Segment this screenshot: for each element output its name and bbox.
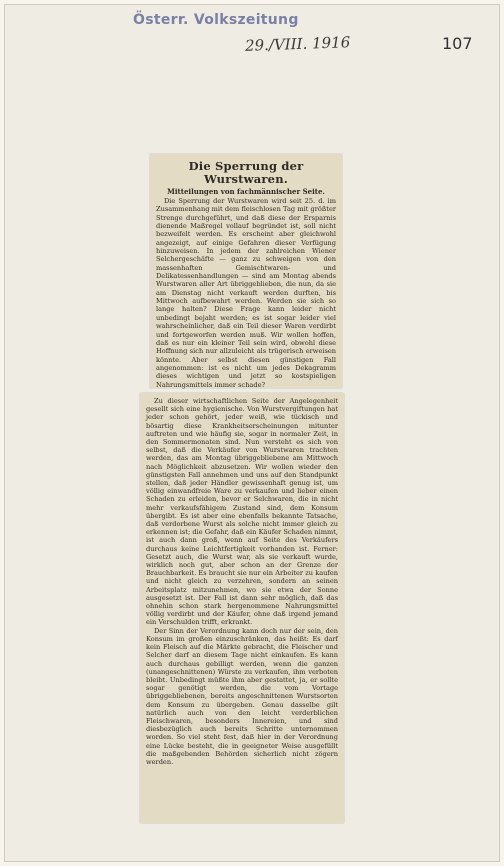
article-headline: Die Sperrung der Wurstwaren. (188, 159, 304, 186)
article-paragraph-3: Der Sinn der Verordnung kann doch nur der sein, den Konsum im großen einzuschränken, das heißt: Es darf kein Fleisch auf die Märkte gebracht, die Fleischer und Selcher darf an diesem Tage nicht einkaufen. Es kann auch durchaus gebilligt werden, wenn die ganzen (unangeschnittenen) Würste zu verkaufen, ihm verboten bleibt. Unbedingt müßte ihm aber gestattet, ja, er sollte sogar genötigt werden, die vom Vortage übriggebliebenen, bereits angeschnittenen Wurstsorten dem Konsum zu übergeben. Genau dasselbe gilt natürlich auch von den leicht verderblichen Fleischwaren, besonders Innereien, und sind diesbezüglich auch bereits Schritte unternommen worden. So viel steht fest, daß hier in der Verordnung eine Lücke besteht, die in geeigneter Weise ausgefüllt die maßgebenden Behörden sicherlich nicht zögern werden. (146, 626, 338, 766)
article-paragraph-2: Zu dieser wirtschaftlichen Seite der Angelegenheit gesellt sich eine hygienische. Von Wurstvergiftungen hat jeder schon gehört, jeder weiß, wie tückisch und bösartig diese Krankheitserscheinungen mitunter auftreten und wie häufig sie, sogar in normaler Zeit, in den Sommermonaten sind. Nun versteht es sich von selbst, daß die Verkäufer von Wurstwaren trachten werden, das am Montag übriggebliebene am Mittwoch nach Möglichkeit abzusetzen. Wir wollen wieder den günstigsten Fall annehmen und uns auf den Standpunkt stellen, daß jeder Händler gewissenhaft genug ist, um völlig einwandfreie Ware zu verkaufen und lieber einen Schaden zu erleiden, bevor er Selchwaren, die in nicht mehr verkaufsfähigem Zustand sind, dem Konsum übergibt. Es ist aber eine ebenfalls bekannte Tatsache, daß verdorbene Wurst als solche nicht immer gleich zu erkennen ist; die Gefahr, daß ein Käufer Schaden nimmt, ist auch dann groß, wenn auf Seite des Verkäufers durchaus keine Leichtfertigkeit vorhanden ist. Ferner: Gesetzt auch, die Wurst war, als sie verkauft wurde, wirklich noch gut, aber schon an der Grenze der Brauchbarkeit. Es braucht sie nur ein Arbeiter zu kaufen und nicht gleich zu verzehren, sondern an seinen Arbeitsplatz mitzunehmen, wo sie etwa der Sonne ausgesetzt ist. Der Fall ist dann sehr möglich, daß das ohnehin schon stark hergenommene Nahrungsmittel völlig verdirbt und der Käufer, ohne daß irgend jemand ein Verschulden trifft, erkrankt. (146, 397, 338, 627)
page-number: 107 (442, 34, 473, 53)
article-paragraph-1: Die Sperrung der Wurstwaren wird seit 25. d. im Zusammenhang mit dem fleischlosen Tag mit größter Strenge durchgeführt, und daß diese der Ersparnis dienende Maßregel vollauf begründet ist, soll nicht bezweifelt werden. Es erscheint aber gleichwohl angezeigt, auf einige Gefahren dieser Verfügung hinzuweisen. In jedem der zahlreichen Wiener Selchergeschäfte — ganz zu schweigen von den massenhaften Gemischtwaren- und Delikatessenhandlungen — sind am Montag abends Wurstwaren aller Art übriggeblieben, die nun, da sie am Dienstag nicht verkauft werden durften, bis Mittwoch aufbewahrt werden. Werden sie sich so lange halten? Diese Frage kann leider nicht unbedingt bejaht werden; es ist sogar leider viel wahrscheinlicher, daß ein Teil dieser Waren verdirbt und fortgeworfen werden muß. Wir wollen hoffen, daß es nur ein kleiner Teil sein wird, obwohl diese Hoffnung sich nur allzuleicht als trügerisch erweisen könnte. Aber selbst diesen günstigen Fall angenommen: ist es nicht um jedes Dekagramm dieses wichtigen und jetzt so kostspieligen Nahrungsmittels immer schade? (156, 197, 336, 389)
article-subheadline: Mitteilungen von fachmännischer Seite. (167, 187, 325, 196)
newspaper-source-stamp: Österr. Volkszeitung (133, 12, 299, 28)
newspaper-clipping-bottom (140, 393, 344, 823)
newspaper-clipping-top (150, 154, 342, 388)
handwritten-date: 29./VIII. 1916 (244, 33, 351, 55)
